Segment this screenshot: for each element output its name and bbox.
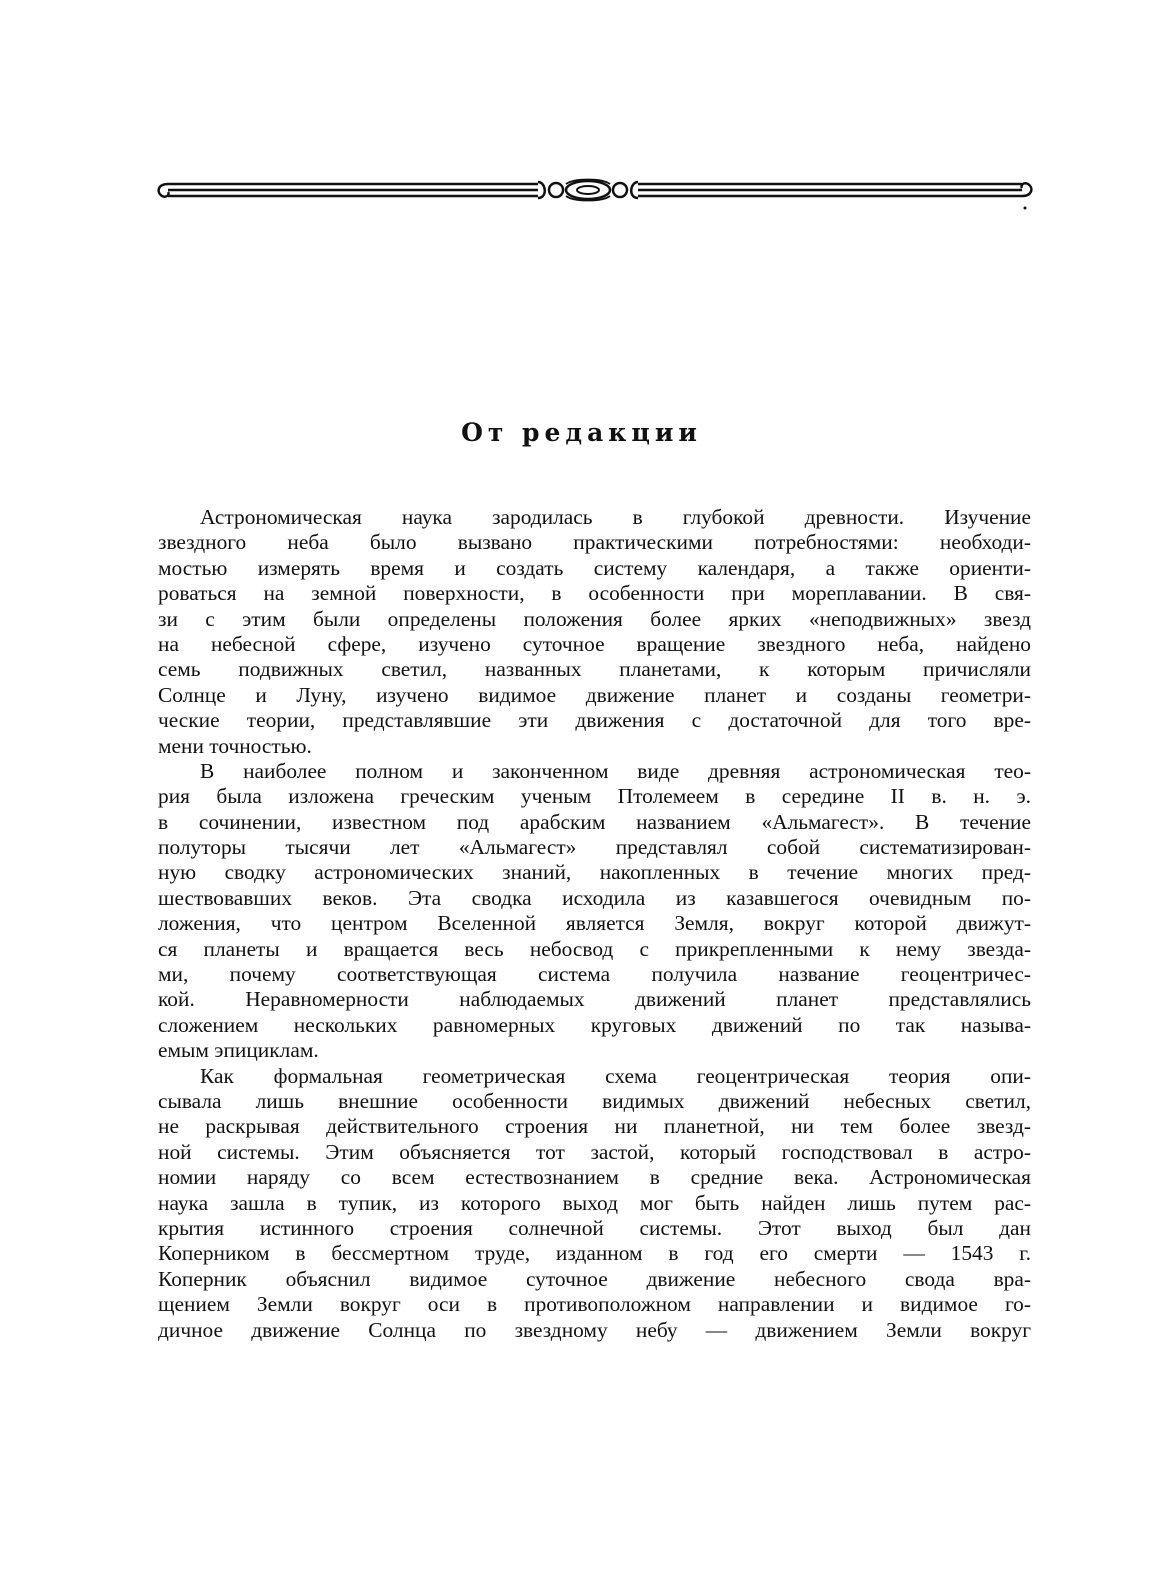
text-line: ся планеты и вращается весь небосвод с прикрепленными к нему звезда- [158, 936, 1031, 961]
text-line: кой. Неравномерности наблюдаемых движений планет представлялись [158, 987, 1031, 1012]
text-line: ную сводку астрономических знаний, накопленных в течение многих пред- [158, 860, 1031, 885]
text-line: крытия истинного строения солнечной системы. Этот выход был дан [158, 1215, 1031, 1240]
text-line: наука зашла в тупик, из которого выход мог быть найден лишь путем рас- [158, 1190, 1031, 1215]
text-line: на небесной сфере, изучено суточное вращение звездного неба, найдено [158, 631, 1031, 656]
text-line: зи с этим были определены положения более ярких «неподвижных» звезд [158, 606, 1031, 631]
decorative-header-rule [154, 170, 1034, 210]
text-line: В наиболее полном и законченном виде древняя астрономическая тео- [200, 758, 1031, 783]
text-line: ной системы. Этим объясняется тот застой, который господствовал в астро- [158, 1139, 1031, 1164]
text-line: щением Земли вокруг оси в противоположном направлении и видимое го- [158, 1292, 1031, 1317]
text-line: Солнце и Луну, изучено видимое движение планет и созданы геометри- [158, 682, 1031, 707]
text-line: мени точностью. [158, 733, 312, 758]
page-title: От редакции [461, 418, 702, 447]
text-line: ми, почему соответствующая система получила название геоцентричес- [158, 962, 1031, 987]
text-line: Коперник объяснил видимое суточное движение небесного свода вра- [158, 1266, 1031, 1291]
text-line: полуторы тысячи лет «Альмагест» представлял собой систематизирован- [158, 835, 1031, 860]
text-line: роваться на земной поверхности, в особенности при мореплавании. В свя- [158, 581, 1031, 606]
text-line: сывала лишь внешние особенности видимых движений небесных светил, [158, 1088, 1031, 1113]
text-line: мостью измерять время и создать систему календаря, а также ориенти- [158, 555, 1031, 580]
paragraph [158, 759, 1031, 1064]
text-line: ложения, что центром Вселенной является Земля, вокруг которой движут- [158, 911, 1031, 936]
text-line: ческие теории, представлявшие эти движения с достаточной для того вре- [158, 708, 1031, 733]
text-line: Как формальная геометрическая схема геоцентрическая теория опи- [200, 1063, 1031, 1088]
text-line: дичное движение Солнца по звездному небу — движением Земли вокруг [158, 1317, 1031, 1342]
text-line: Коперником в бессмертном труде, изданном в год его смерти — 1543 г. [158, 1241, 1031, 1266]
text-line: сложением нескольких равномерных круговых движений по так называ- [158, 1012, 1031, 1037]
text-line: Астрономическая наука зародилась в глубокой древности. Изучение [200, 505, 1031, 529]
text-line: в сочинении, известном под арабским названием «Альмагест». В течение [158, 809, 1031, 834]
text-line: номии наряду со всем естествознанием в средние века. Астрономическая [158, 1165, 1031, 1190]
text-line: рия была изложена греческим ученым Птолемеем в середине II в. н. э. [158, 784, 1031, 809]
text-line: шествовавших веков. Эта сводка исходила из казавшегося очевидным по- [158, 885, 1031, 910]
paragraph [158, 505, 1031, 759]
text-line: емым эпициклам. [158, 1038, 319, 1063]
body-text [158, 505, 1031, 1343]
paragraph [158, 1064, 1031, 1343]
text-line: не раскрывая действительного строения ни планетной, ни тем более звезд- [158, 1114, 1031, 1139]
text-line: семь подвижных светил, названных планетами, к которым причисляли [158, 657, 1031, 682]
text-line: звездного неба было вызвано практическими потребностями: необходи- [158, 530, 1031, 555]
